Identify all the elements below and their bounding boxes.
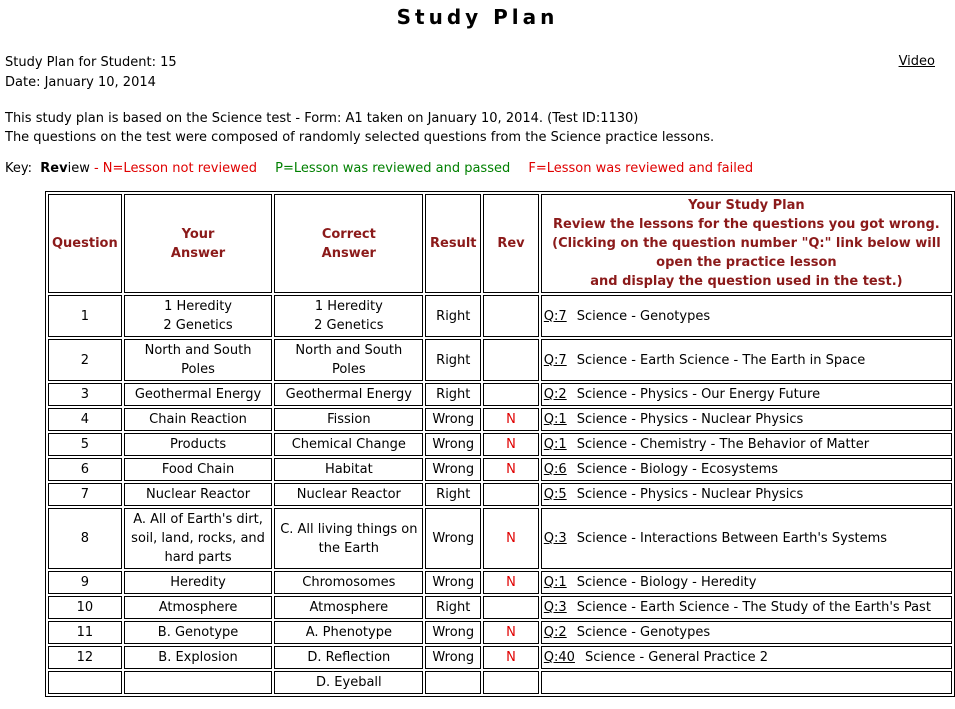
table-row [48,508,952,569]
result: Right [425,295,481,337]
correct-answer [274,483,423,506]
question-number: 6 [48,458,122,481]
col-correct-answer [274,194,423,293]
your-answer [124,671,273,694]
table-row [48,458,952,481]
question-number: 3 [48,383,122,406]
rev-status: N [483,571,539,594]
study-lesson [541,408,952,431]
rev-status: N [483,408,539,431]
question-link[interactable]: Q:7 [543,308,567,324]
col-plan-l3: (Clicking on the question number "Q:" link below will [552,236,941,251]
your-answer [124,646,273,669]
result: Wrong [425,508,481,569]
correct-answer [274,621,423,644]
your-answer-line: soil, land, rocks, and [131,531,265,546]
rev-status [483,295,539,337]
correct-answer-line: North and South [295,343,403,358]
your-answer [124,383,273,406]
result: Wrong [425,433,481,456]
correct-answer [274,646,423,669]
result: Right [425,596,481,619]
result: Wrong [425,571,481,594]
rev-status [483,383,539,406]
lesson-name: Science - Genotypes [576,308,711,324]
table-row [48,621,952,644]
question-link[interactable]: Q:2 [543,625,567,640]
your-answer [124,571,273,594]
col-plan-l2: Review the lessons for the questions you got wrong. [553,217,940,232]
correct-answer-line: Poles [331,362,366,377]
correct-answer [274,339,423,381]
col-rev: Rev [483,194,539,293]
correct-answer-line: Habitat [324,462,373,477]
intro-line-2: The questions on the test were composed of randomly selected questions from the Science practice lessons. [5,130,715,145]
table-row [48,483,952,506]
study-lesson [541,596,952,619]
correct-answer-line: 2 Genetics [314,318,384,333]
correct-answer-line: Chemical Change [291,437,406,452]
table-row [48,596,952,619]
key-label: Key: [5,161,33,176]
key-f-legend: F=Lesson was reviewed and failed [528,161,754,176]
col-study-plan [541,194,952,293]
your-answer [124,508,273,569]
correct-answer-line: C. All living things on [280,521,418,537]
correct-answer-line: the Earth [318,540,379,556]
lesson-name: Science - Interactions Between Earth's Systems [576,531,888,546]
your-answer [124,433,273,456]
lesson-name: Science - Earth Science - The Earth in Space [576,352,866,368]
study-lesson [541,508,952,569]
your-answer-line: Poles [181,362,215,377]
table-row [48,433,952,456]
your-answer-line: Atmosphere [158,600,238,615]
result: Wrong [425,621,481,644]
table-row [48,339,952,381]
question-number: 12 [48,646,122,669]
correct-answer [274,571,423,594]
correct-answer-line: Fission [327,412,371,427]
page-title: Study Plan [396,5,559,29]
student-line: Study Plan for Student: 15 [5,55,177,70]
correct-answer [274,408,423,431]
your-answer-line: Geothermal Energy [134,387,262,402]
your-answer [124,295,273,337]
question-number: 2 [48,339,122,381]
lesson-name: Science - Physics - Nuclear Physics [576,412,804,427]
your-answer [124,621,273,644]
your-answer-line: Products [169,437,227,452]
question-number: 4 [48,408,122,431]
result: Right [425,339,481,381]
rev-status [483,339,539,381]
col-your-answer-l2: Answer [170,245,226,261]
table-row [48,295,952,337]
study-lesson [541,458,952,481]
student-info [5,53,955,93]
correct-answer [274,596,423,619]
correct-answer [274,383,423,406]
table-row [48,383,952,406]
table-header-row [48,194,952,293]
lesson-name: Science - Physics - Our Energy Future [576,387,821,402]
study-lesson [541,621,952,644]
question-link[interactable]: Q:3 [543,531,567,546]
study-lesson [541,483,952,506]
lesson-name: Science - Genotypes [576,625,711,640]
rev-status: N [483,508,539,569]
rev-status: N [483,621,539,644]
question-link[interactable]: Q:2 [543,387,567,402]
question-link[interactable]: Q:40 [543,650,575,665]
rev-status [483,596,539,619]
key-n-legend: - N=Lesson not reviewed [93,161,257,176]
rev-status [483,671,539,694]
your-answer-line: B. Genotype [157,625,239,640]
col-question: Question [48,194,122,293]
lesson-name: Science - Earth Science - The Study of the Earth's Past [576,600,931,615]
result: Wrong [425,408,481,431]
correct-answer-line: Atmosphere [309,600,389,615]
your-answer-line: B. Explosion [158,650,238,665]
question-link[interactable]: Q:6 [543,462,567,477]
question-number: 7 [48,483,122,506]
key-rev-bold: Rev [40,161,68,176]
col-result: Result [425,194,481,293]
correct-answer-line: Chromosomes [302,575,396,590]
study-lesson [541,646,952,669]
study-lesson [541,433,952,456]
question-link[interactable]: Q:1 [543,412,567,427]
your-answer [124,339,273,381]
lesson-name: Science - General Practice 2 [584,650,768,665]
key-legend [5,161,955,176]
your-answer-line: Chain Reaction [149,412,247,427]
col-plan-l4: open the practice lesson [656,255,837,270]
your-answer-line: Heredity [170,575,226,590]
your-answer-line: 1 Heredity [164,299,232,314]
question-number: 5 [48,433,122,456]
rev-status: N [483,458,539,481]
study-lesson [541,571,952,594]
question-link[interactable]: Q:3 [543,600,567,615]
table-row [48,571,952,594]
table-row [48,646,952,669]
your-answer [124,408,273,431]
your-answer-line: Food Chain [161,462,235,477]
result [425,671,481,694]
study-lesson [541,339,952,381]
question-link[interactable]: Q:1 [543,575,567,590]
table-body [48,295,952,694]
your-answer-line: A. All of Earth's dirt, [133,512,263,527]
table-row [48,408,952,431]
video-link[interactable]: Video [898,54,935,69]
date-line: Date: January 10, 2014 [5,75,156,90]
correct-answer [274,433,423,456]
your-answer-line: 2 Genetics [163,318,233,333]
question-link[interactable]: Q:7 [543,352,567,368]
your-answer-line: hard parts [164,550,232,565]
col-your-answer-l1: Your [181,226,215,242]
your-answer-line: North and South [144,343,252,358]
correct-answer [274,671,423,694]
lesson-name: Science - Biology - Ecosystems [576,462,779,477]
correct-answer-line: Nuclear Reactor [296,487,401,502]
correct-answer [274,295,423,337]
correct-answer [274,508,423,569]
your-answer [124,483,273,506]
your-answer-line: Nuclear Reactor [145,487,251,502]
your-answer [124,596,273,619]
result: Wrong [425,458,481,481]
question-number: 1 [48,295,122,337]
result: Wrong [425,646,481,669]
key-rev-rest: iew [67,161,90,176]
question-number [48,671,122,694]
correct-answer-line: 1 Heredity [314,299,383,314]
study-plan-table [45,191,955,697]
lesson-name: Science - Biology - Heredity [576,575,757,590]
correct-answer-line: D. Eyeball [316,675,382,690]
question-number: 10 [48,596,122,619]
key-p-legend: P=Lesson was reviewed and passed [275,161,511,176]
lesson-name: Science - Chemistry - The Behavior of Matter [576,437,870,452]
study-lesson [541,671,952,694]
correct-answer-line: A. Phenotype [305,625,392,640]
col-plan-l5: and display the question used in the test.) [590,274,903,289]
question-link[interactable]: Q:1 [543,437,567,452]
result: Right [425,383,481,406]
intro-line-1: This study plan is based on the Science test - Form: A1 taken on January 10, 2014. (Test ID:1130) [5,111,639,126]
col-correct-answer-l1: Correct [321,226,376,242]
result: Right [425,483,481,506]
col-your-answer [124,194,273,293]
correct-answer [274,458,423,481]
your-answer [124,458,273,481]
correct-answer-line: Geothermal Energy [285,387,413,402]
study-lesson [541,383,952,406]
correct-answer-line: D. Reflection [307,650,391,665]
table-row [48,671,952,694]
question-number: 8 [48,508,122,569]
rev-status: N [483,646,539,669]
rev-status [483,483,539,506]
col-correct-answer-l2: Answer [321,245,376,261]
rev-status: N [483,433,539,456]
lesson-name: Science - Physics - Nuclear Physics [576,487,804,502]
question-number: 11 [48,621,122,644]
intro-text [5,109,955,147]
col-plan-l1: Your Study Plan [688,198,805,213]
question-link[interactable]: Q:5 [543,487,567,502]
study-lesson [541,295,952,337]
question-number: 9 [48,571,122,594]
